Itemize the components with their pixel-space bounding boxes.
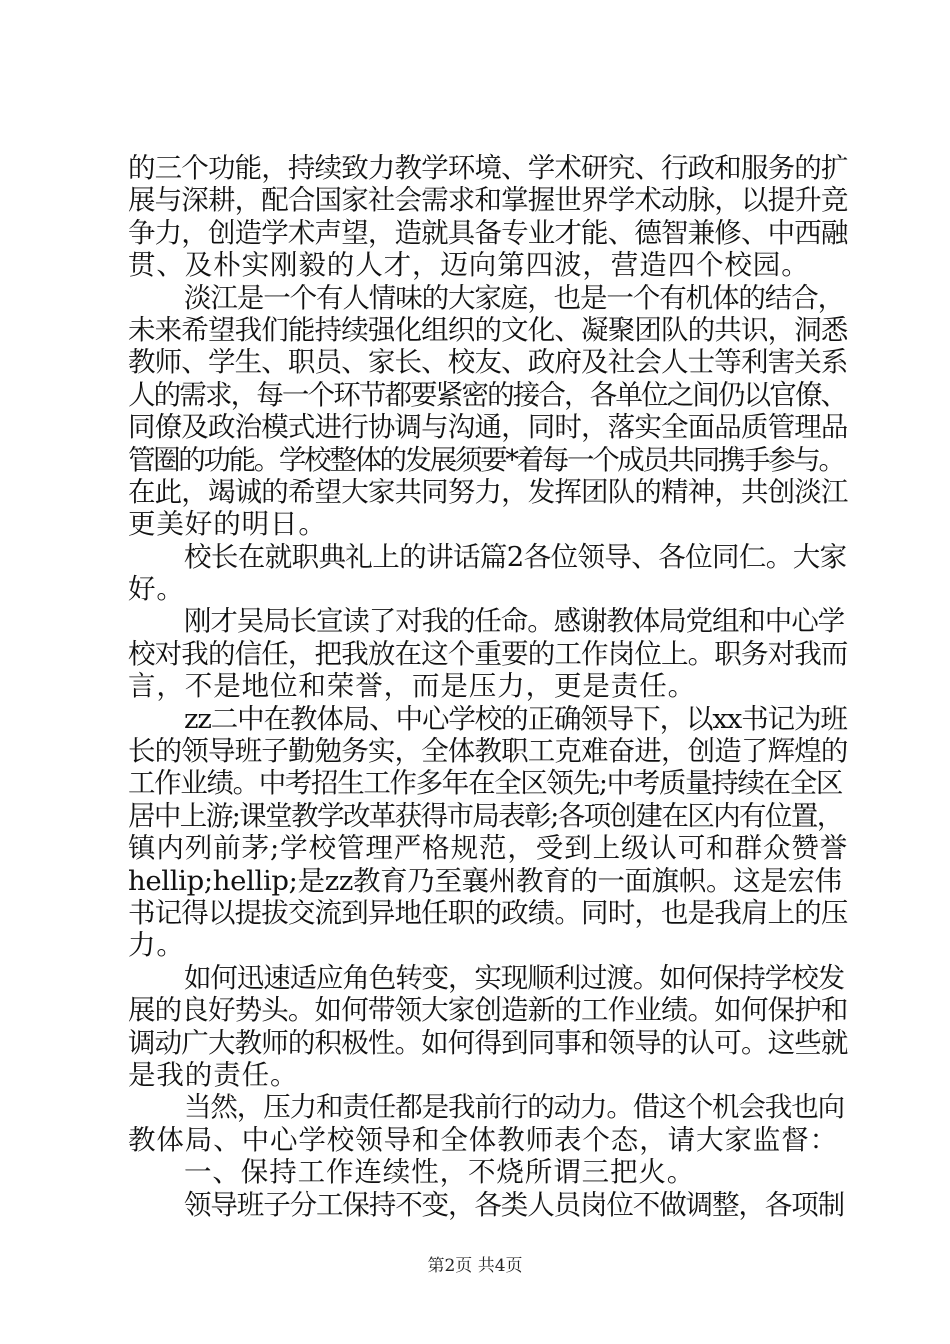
text-line: 淡江是一个有人情味的大家庭，也是一个有机体的结合，	[184, 281, 844, 314]
text-line: 是我的责任。	[128, 1058, 299, 1091]
text-line: 调动广大教师的积极性。如何得到同事和领导的认可。这些就	[128, 1026, 848, 1059]
text-line: 镇内列前茅;学校管理严格规范，受到上级认可和群众赞誉	[128, 832, 849, 865]
text-line: 长的领导班子勤勉务实，全体教职工克难奋进，创造了辉煌的	[128, 735, 848, 768]
text-line: hellip;hellip;是zz教育乃至襄州教育的一面旗帜。这是宏伟	[128, 864, 842, 897]
text-line: 力。	[128, 929, 185, 962]
text-line: 刚才吴局长宣读了对我的任命。感谢教体局党组和中心学	[184, 605, 844, 638]
text-line: 争力，创造学术声望，造就具备专业才能、德智兼修、中西融	[128, 216, 848, 249]
text-line: 如何迅速适应角色转变，实现顺利过渡。如何保持学校发	[184, 961, 844, 994]
text-line: 居中上游;课堂教学改革获得市局表彰;各项创建在区内有位置，	[128, 799, 843, 832]
text-line: 校对我的信任，把我放在这个重要的工作岗位上。职务对我而	[128, 637, 848, 670]
text-line: 展与深耕，配合国家社会需求和掌握世界学术动脉，以提升竞	[128, 184, 848, 217]
text-line: 展的良好势头。如何带领大家创造新的工作业绩。如何保护和	[128, 994, 848, 1027]
text-line: 领导班子分工保持不变，各类人员岗位不做调整，各项制	[184, 1188, 844, 1221]
text-line: zz二中在教体局、中心学校的正确领导下，以xx书记为班	[184, 702, 847, 735]
page-footer: 第2页 共4页	[427, 1256, 523, 1276]
text-line: 在此，竭诚的希望大家共同努力，发挥团队的精神，共创淡江	[128, 475, 848, 508]
text-line: 言，不是地位和荣誉，而是压力，更是责任。	[128, 670, 696, 703]
text-line: 教体局、中心学校领导和全体教师表个态，请大家监督：	[128, 1123, 838, 1156]
text-line: 书记得以提拔交流到异地任职的政绩。同时，也是我肩上的压	[128, 896, 848, 929]
text-line: 好。	[128, 573, 185, 606]
text-line: 未来希望我们能持续强化组织的文化、凝聚团队的共识，洞悉	[128, 313, 848, 346]
text-line: 工作业绩。中考招生工作多年在全区领先;中考质量持续在全区	[128, 767, 842, 800]
text-line: 的三个功能，持续致力教学环境、学术研究、行政和服务的扩	[128, 152, 848, 184]
body-text	[128, 152, 848, 1221]
text-line: 同僚及政治模式进行协调与沟通，同时，落实全面品质管理品	[128, 411, 848, 444]
text-line: 管圈的功能。学校整体的发展须要*着每一个成员共同携手参与。	[128, 443, 844, 476]
text-line: 人的需求，每一个环节都要紧密的接合，各单位之间仍以官僚、	[128, 378, 847, 411]
text-line: 一、保持工作连续性，不烧所谓三把火。	[184, 1156, 696, 1189]
text-line: 当然，压力和责任都是我前行的动力。借这个机会我也向	[184, 1091, 844, 1124]
text-line: 贯、及朴实刚毅的人才，迈向第四波，营造四个校园。	[128, 249, 810, 282]
text-line: 更美好的明日。	[128, 508, 327, 541]
text-line: 教师、学生、职员、家长、校友、政府及社会人士等利害关系	[128, 346, 848, 379]
text-line: 校长在就职典礼上的讲话篇2各位领导、各位同仁。大家	[184, 540, 847, 573]
